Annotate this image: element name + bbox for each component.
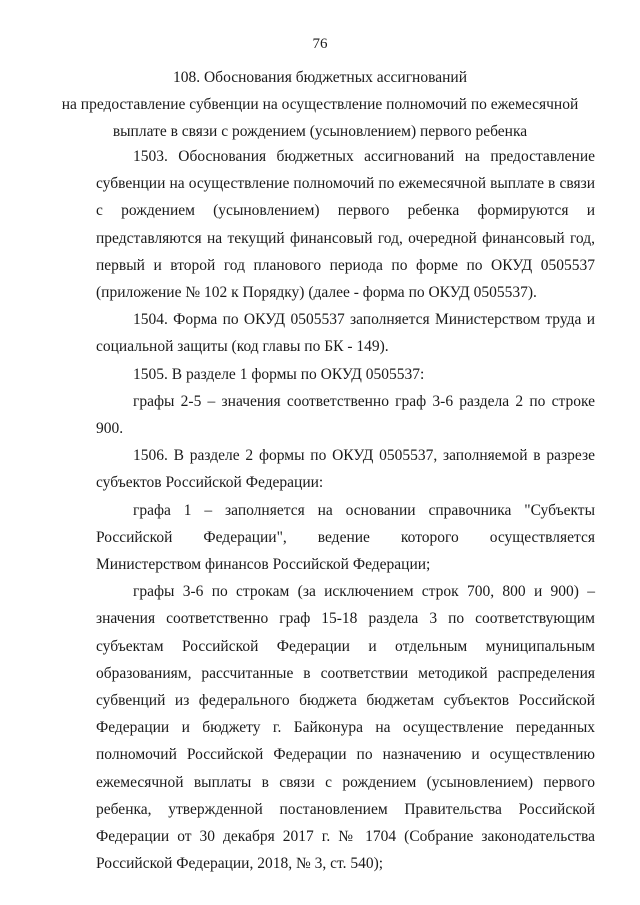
paragraph-1506: 1506. В разделе 2 формы по ОКУД 0505537, заполняемой в разрезе субъектов Российской Федерации: [96,447,595,492]
paragraph-1506-columns-3-6: графы 3-6 по строкам (за исключением строк 700, 800 и 900) – значения соответственно граф 15-18 раздела 3 по соответствующим субъектам Российской Федерации и отдельным муниципальным образованиям, рассчитанные в соответствии методикой распределения субвенций из федерального бюджета бюджетам субъектов Российской Федерации и бюджету г. Байконура на осуществление переданных полномочий Российской Федерации по назначению и осуществлению ежемесячной выплаты в связи с рождением (усыновлением) первого ребенка, утвержденной постановлением Правительства Российской Федерации от 30 декабря 2017 г. № 1704 (Собрание законодательства Российской Федерации, 2018, № 3, ст. 540); [96,583,595,873]
paragraph-1503: 1503. Обоснования бюджетных ассигнований на предоставление субвенции на осуществление полномочий по ежемесячной выплате в связи с рождением (усыновлением) первого ребенка формируются и представляются на текущий финансовый год, очередной финансовый год, первый и второй год планового периода по форме по ОКУД 0505537 (приложение № 102 к Порядку) (далее - форма по ОКУД 0505537). [96,148,595,302]
paragraph-1504: 1504. Форма по ОКУД 0505537 заполняется Министерством труда и социальной защиты (код главы по БК - 149). [96,311,595,356]
paragraph-1506-column-1: графа 1 – заполняется на основании справочника "Субъекты Российской Федерации", ведение которого осуществляется Министерством финансов Российской Федерации; [96,501,595,574]
section-title-line-2: на предоставление субвенции на осуществление полномочий по ежемесячной [61,96,579,113]
section-title-line-1: 108. Обоснования бюджетных ассигнований [172,69,467,86]
paragraph-1505: 1505. В разделе 1 формы по ОКУД 0505537: [133,365,425,383]
page-number: 76 [312,36,328,52]
paragraph-1505-columns: графы 2-5 – значения соответственно граф 3-6 раздела 2 по строке 900. [96,392,595,438]
document-body [96,143,595,877]
section-title-line-3: выплате в связи с рождением (усыновлением) первого ребенка [112,123,528,140]
